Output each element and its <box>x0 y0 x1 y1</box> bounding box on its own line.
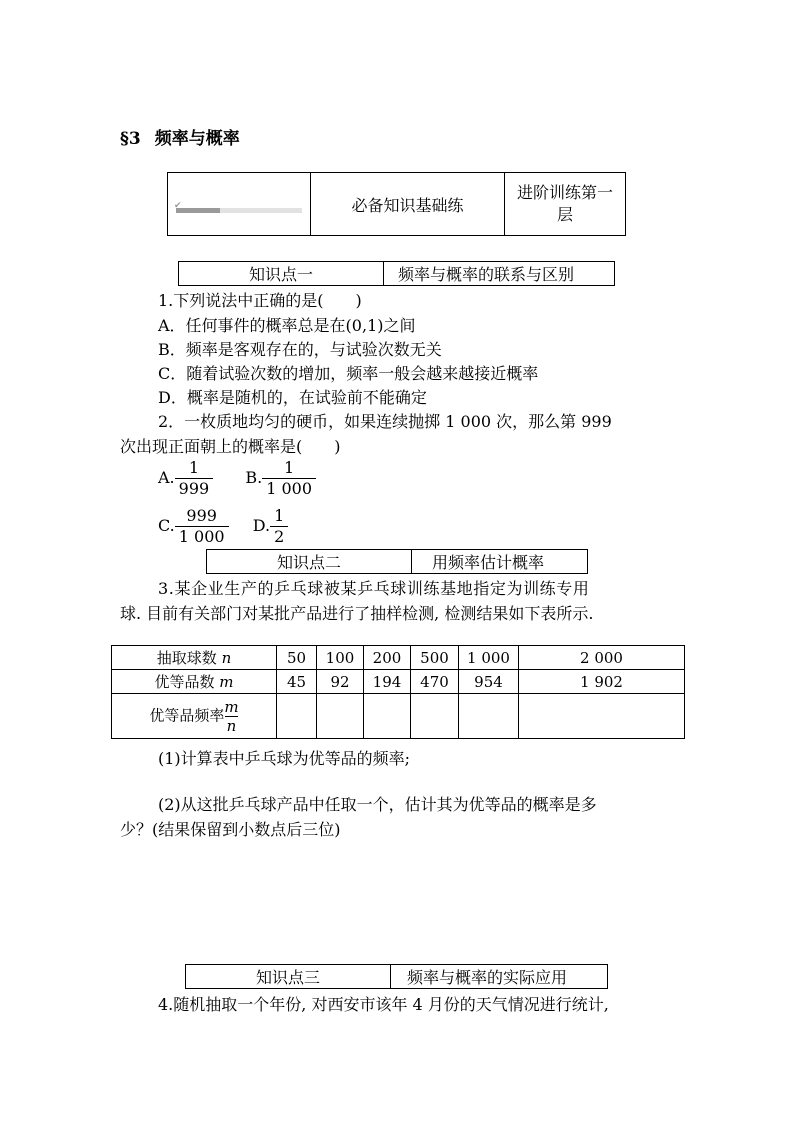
q3-stem-line2: 球. 目前有关部门对某批产品进行了抽样检测, 检测结果如下表所示. <box>120 604 594 623</box>
numerator: 1 <box>188 458 199 477</box>
denominator: 2 <box>270 526 288 547</box>
table-cell <box>277 694 317 739</box>
table-cell: 45 <box>277 670 317 694</box>
q1-option-c: C．随着试验次数的增加，频率一般会越来越接近概率 <box>158 364 539 383</box>
knowledge-point-3 <box>185 964 608 989</box>
kp-label: 知识点一 <box>179 262 384 285</box>
table-cell: 100 <box>317 646 364 670</box>
level-label: 进阶训练第一层 <box>516 183 613 224</box>
table-cell <box>364 694 411 739</box>
table-cell: 200 <box>364 646 411 670</box>
numerator: 999 <box>186 506 217 525</box>
numerator: 1 <box>274 506 285 525</box>
progress-cell <box>168 173 311 235</box>
table-cell: 92 <box>317 670 364 694</box>
table-cell <box>459 694 519 739</box>
table-cell: 470 <box>411 670 459 694</box>
q2-option-b-label: B. <box>245 468 263 487</box>
q1-stem: 1.下列说法中正确的是( ) <box>158 291 362 310</box>
check-icon: ✔ <box>174 201 182 211</box>
table-cell: 1 902 <box>519 670 685 694</box>
table-cell: 1 000 <box>459 646 519 670</box>
section-title-text: 频率与概率 <box>154 129 240 149</box>
numerator: 1 <box>284 458 295 477</box>
q2-option-c-label: C. <box>158 516 175 535</box>
q2-options-ab <box>158 458 316 499</box>
section-title <box>120 124 240 149</box>
table-cell <box>519 694 685 739</box>
q2-option-a-label: A. <box>158 468 175 487</box>
q2-option-c-fraction <box>175 506 229 547</box>
table-cell <box>411 694 459 739</box>
q3-stem-line1: 3.某企业生产的乒乓球被某乒乓球训练基地指定为训练专用 <box>158 579 590 598</box>
row-label: 抽取球数 n <box>112 646 277 670</box>
q2-options-cd <box>158 506 288 547</box>
denominator: 1 000 <box>262 478 316 499</box>
table-cell <box>317 694 364 739</box>
kp-label: 知识点二 <box>207 550 412 573</box>
table-row <box>112 670 685 694</box>
denominator: 1 000 <box>175 526 229 547</box>
q4-stem-line1: 4.随机抽取一个年份, 对西安市该年 4 月份的天气情况进行统计, <box>158 995 609 1014</box>
q2-option-d-fraction <box>270 506 288 547</box>
row-label: 优等品频率 $\frac{m}{n}$ <box>112 694 277 739</box>
q1-option-d: D．概率是随机的，在试验前不能确定 <box>158 388 427 407</box>
q2-option-b-fraction <box>262 458 316 499</box>
q1-option-a: A．任何事件的概率总是在(0,1)之间 <box>158 316 416 335</box>
section-number: §3 <box>120 129 141 149</box>
knowledge-point-1 <box>178 261 615 286</box>
row-label: 优等品数 m <box>112 670 277 694</box>
practice-header-table <box>167 172 626 236</box>
q2-stem-line2: 次出现正面朝上的概率是( ) <box>120 437 341 456</box>
knowledge-point-2 <box>206 549 588 574</box>
table-cell: 954 <box>459 670 519 694</box>
progress-fill <box>176 208 220 213</box>
kp-label: 知识点三 <box>186 965 391 988</box>
q2-option-a-fraction <box>175 458 214 499</box>
kp-topic: 频率与概率的联系与区别 <box>398 265 575 284</box>
kp-topic: 用频率估计概率 <box>432 553 545 572</box>
table-cell: 194 <box>364 670 411 694</box>
table-cell: 500 <box>411 646 459 670</box>
q2-option-d-label: D. <box>252 516 271 535</box>
q3-subquestion-2-line1: (2)从这批乒乓球产品中任取一个，估计其为优等品的概率是多 <box>158 795 597 814</box>
table-cell: 2 000 <box>519 646 685 670</box>
q3-subquestion-2-line2: 少？(结果保留到小数点后三位) <box>120 820 341 839</box>
denominator: 999 <box>175 478 214 499</box>
q2-stem-line1: 2．一枚质地均匀的硬币，如果连续抛掷 1 000 次，那么第 999 <box>158 412 612 431</box>
table-row <box>112 694 685 739</box>
table-cell: 50 <box>277 646 317 670</box>
q3-subquestion-1: (1)计算表中乒乓球为优等品的频率; <box>158 749 411 768</box>
progress-bar <box>174 201 302 213</box>
kp-topic: 频率与概率的实际应用 <box>407 968 568 987</box>
q1-option-b: B．频率是客观存在的，与试验次数无关 <box>158 340 442 359</box>
main-practice-label: 必备知识基础练 <box>311 173 505 235</box>
table-row <box>112 646 685 670</box>
sampling-table <box>111 645 685 739</box>
